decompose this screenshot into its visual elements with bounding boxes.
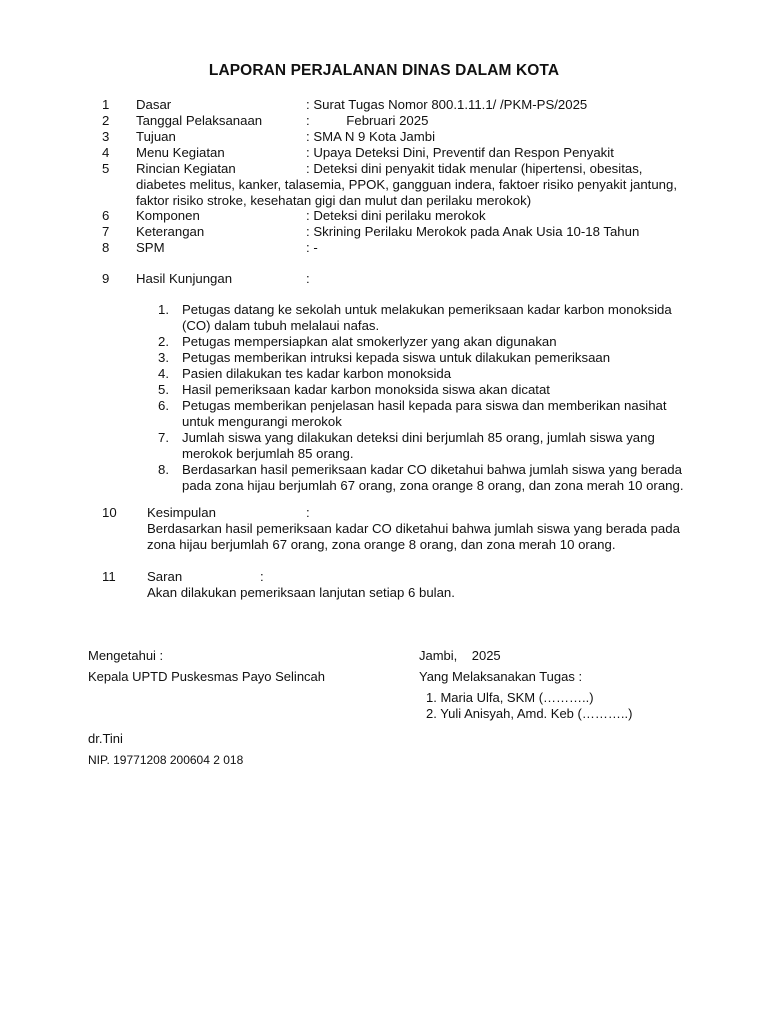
field-row-komponen [0,208,768,224]
section-text: zona hijau berjumlah 67 orang, zona orange 8 orang, dan zona merah 10 orang. [147,537,616,552]
list-item-number: 3. [158,350,169,365]
field-number: 7 [102,224,110,239]
field-label: SPM [136,240,165,255]
section-text: Berdasarkan hasil pemeriksaan kadar CO diketahui bahwa jumlah siswa yang berada pada [147,521,680,536]
field-value: : SMA N 9 Kota Jambi [306,129,435,144]
list-item-text: Hasil pemeriksaan kadar karbon monoksida siswa akan dicatat [182,382,550,397]
field-label: Tujuan [136,129,176,144]
field-label: Tanggal Pelaksanaan [136,113,263,128]
field-row-tanggal [0,113,768,129]
list-item [158,382,718,398]
field-label: Komponen [136,208,200,223]
field-label: Rincian Kegiatan [136,161,236,176]
hasil-list [158,302,718,494]
field-row-hasil-kunjungan [0,271,768,287]
rincian-continuation: diabetes melitus, kanker, talasemia, PPOK, gangguan indera, faktoer risiko penyakit jantung, [136,177,677,192]
signer-nip: NIP. 19771208 200604 2 018 [88,753,244,767]
field-number: 9 [102,271,110,286]
field-value: : Februari 2025 [306,113,429,128]
field-colon: : [306,271,310,286]
field-value: : Deteksi dini penyakit tidak menular (hipertensi, obesitas, [306,161,643,176]
list-item-text: (CO) dalam tubuh melalaui nafas. [182,318,380,333]
list-item [158,398,718,430]
list-item [158,350,718,366]
field-label: Menu Kegiatan [136,145,225,160]
field-value: : Skrining Perilaku Merokok pada Anak Usia 10-18 Tahun [306,224,640,239]
list-item-text: Petugas memberikan intruksi kepada siswa untuk dilakukan pemeriksaan [182,350,611,365]
list-item-number: 1. [158,302,169,317]
list-item-text: Pasien dilakukan tes kadar karbon monoksida [182,366,452,381]
report-title: LAPORAN PERJALANAN DINAS DALAM KOTA [208,62,560,79]
field-value: : - [306,240,318,255]
field-number: 2 [102,113,110,128]
field-number: 5 [102,161,110,176]
list-item-text: Berdasarkan hasil pemeriksaan kadar CO diketahui bahwa jumlah siswa yang berada [182,462,682,477]
section-number: 10 [102,505,117,520]
field-row-menu [0,145,768,161]
left-heading: Mengetahui : [88,648,164,663]
officer-item: 1. Maria Ulfa, SKM (………..) [426,690,594,705]
signer-name: dr.Tini [88,731,123,746]
rincian-continuation: faktor risiko stroke, kesehatan gigi dan mulut dan perilaku merokok) [136,193,532,208]
field-value: : Surat Tugas Nomor 800.1.11.1/ /PKM-PS/2025 [306,97,588,112]
field-row-keterangan [0,224,768,240]
field-number: 8 [102,240,110,255]
list-item [158,462,718,494]
list-item-number: 8. [158,462,169,477]
list-item [158,430,718,462]
field-label: Keterangan [136,224,205,239]
list-item-text: untuk mengurangi merokok [182,414,342,429]
list-item-number: 6. [158,398,169,413]
field-row-dasar [0,97,768,113]
list-item [158,366,718,382]
section-number: 11 [102,569,116,584]
section-colon: : [260,569,264,584]
field-number: 6 [102,208,110,223]
field-label: Dasar [136,97,172,112]
list-item-text: merokok berjumlah 85 orang. [182,446,354,461]
list-item-text: pada zona hijau berjumlah 67 orang, zona orange 8 orang, dan zona merah 10 orang. [182,478,684,493]
field-value: : Deteksi dini perilaku merokok [306,208,486,223]
list-item-number: 5. [158,382,169,397]
field-label: Hasil Kunjungan [136,271,233,286]
field-value: : Upaya Deteksi Dini, Preventif dan Respon Penyakit [306,145,614,160]
right-title: Yang Melaksanakan Tugas : [419,669,583,684]
field-row-rincian [0,161,768,177]
field-row-tujuan [0,129,768,145]
field-number: 4 [102,145,110,160]
list-item-number: 2. [158,334,169,349]
field-number: 1 [102,97,110,112]
officer-item: 2. Yuli Anisyah, Amd. Keb (………..) [426,706,633,721]
list-item-text: Petugas datang ke sekolah untuk melakukan pemeriksaan kadar karbon monoksida [182,302,672,317]
section-label: Saran [147,569,183,584]
section-text: Akan dilakukan pemeriksaan lanjutan setiap 6 bulan. [147,585,455,600]
section-colon: : [306,505,310,520]
field-number: 3 [102,129,110,144]
list-item-number: 4. [158,366,169,381]
list-item-number: 7. [158,430,169,445]
section-label: Kesimpulan [147,505,216,520]
list-item-text: Petugas mempersiapkan alat smokerlyzer yang akan digunakan [182,334,557,349]
list-item [158,302,718,334]
list-item-text: Jumlah siswa yang dilakukan deteksi dini berjumlah 85 orang, jumlah siswa yang [182,430,655,445]
field-row-spm [0,240,768,256]
list-item-text: Petugas memberikan penjelasan hasil kepada para siswa dan memberikan nasihat [182,398,667,413]
left-title: Kepala UPTD Puskesmas Payo Selincah [88,669,326,684]
place-date: Jambi, 2025 [419,648,501,663]
list-item [158,334,718,350]
